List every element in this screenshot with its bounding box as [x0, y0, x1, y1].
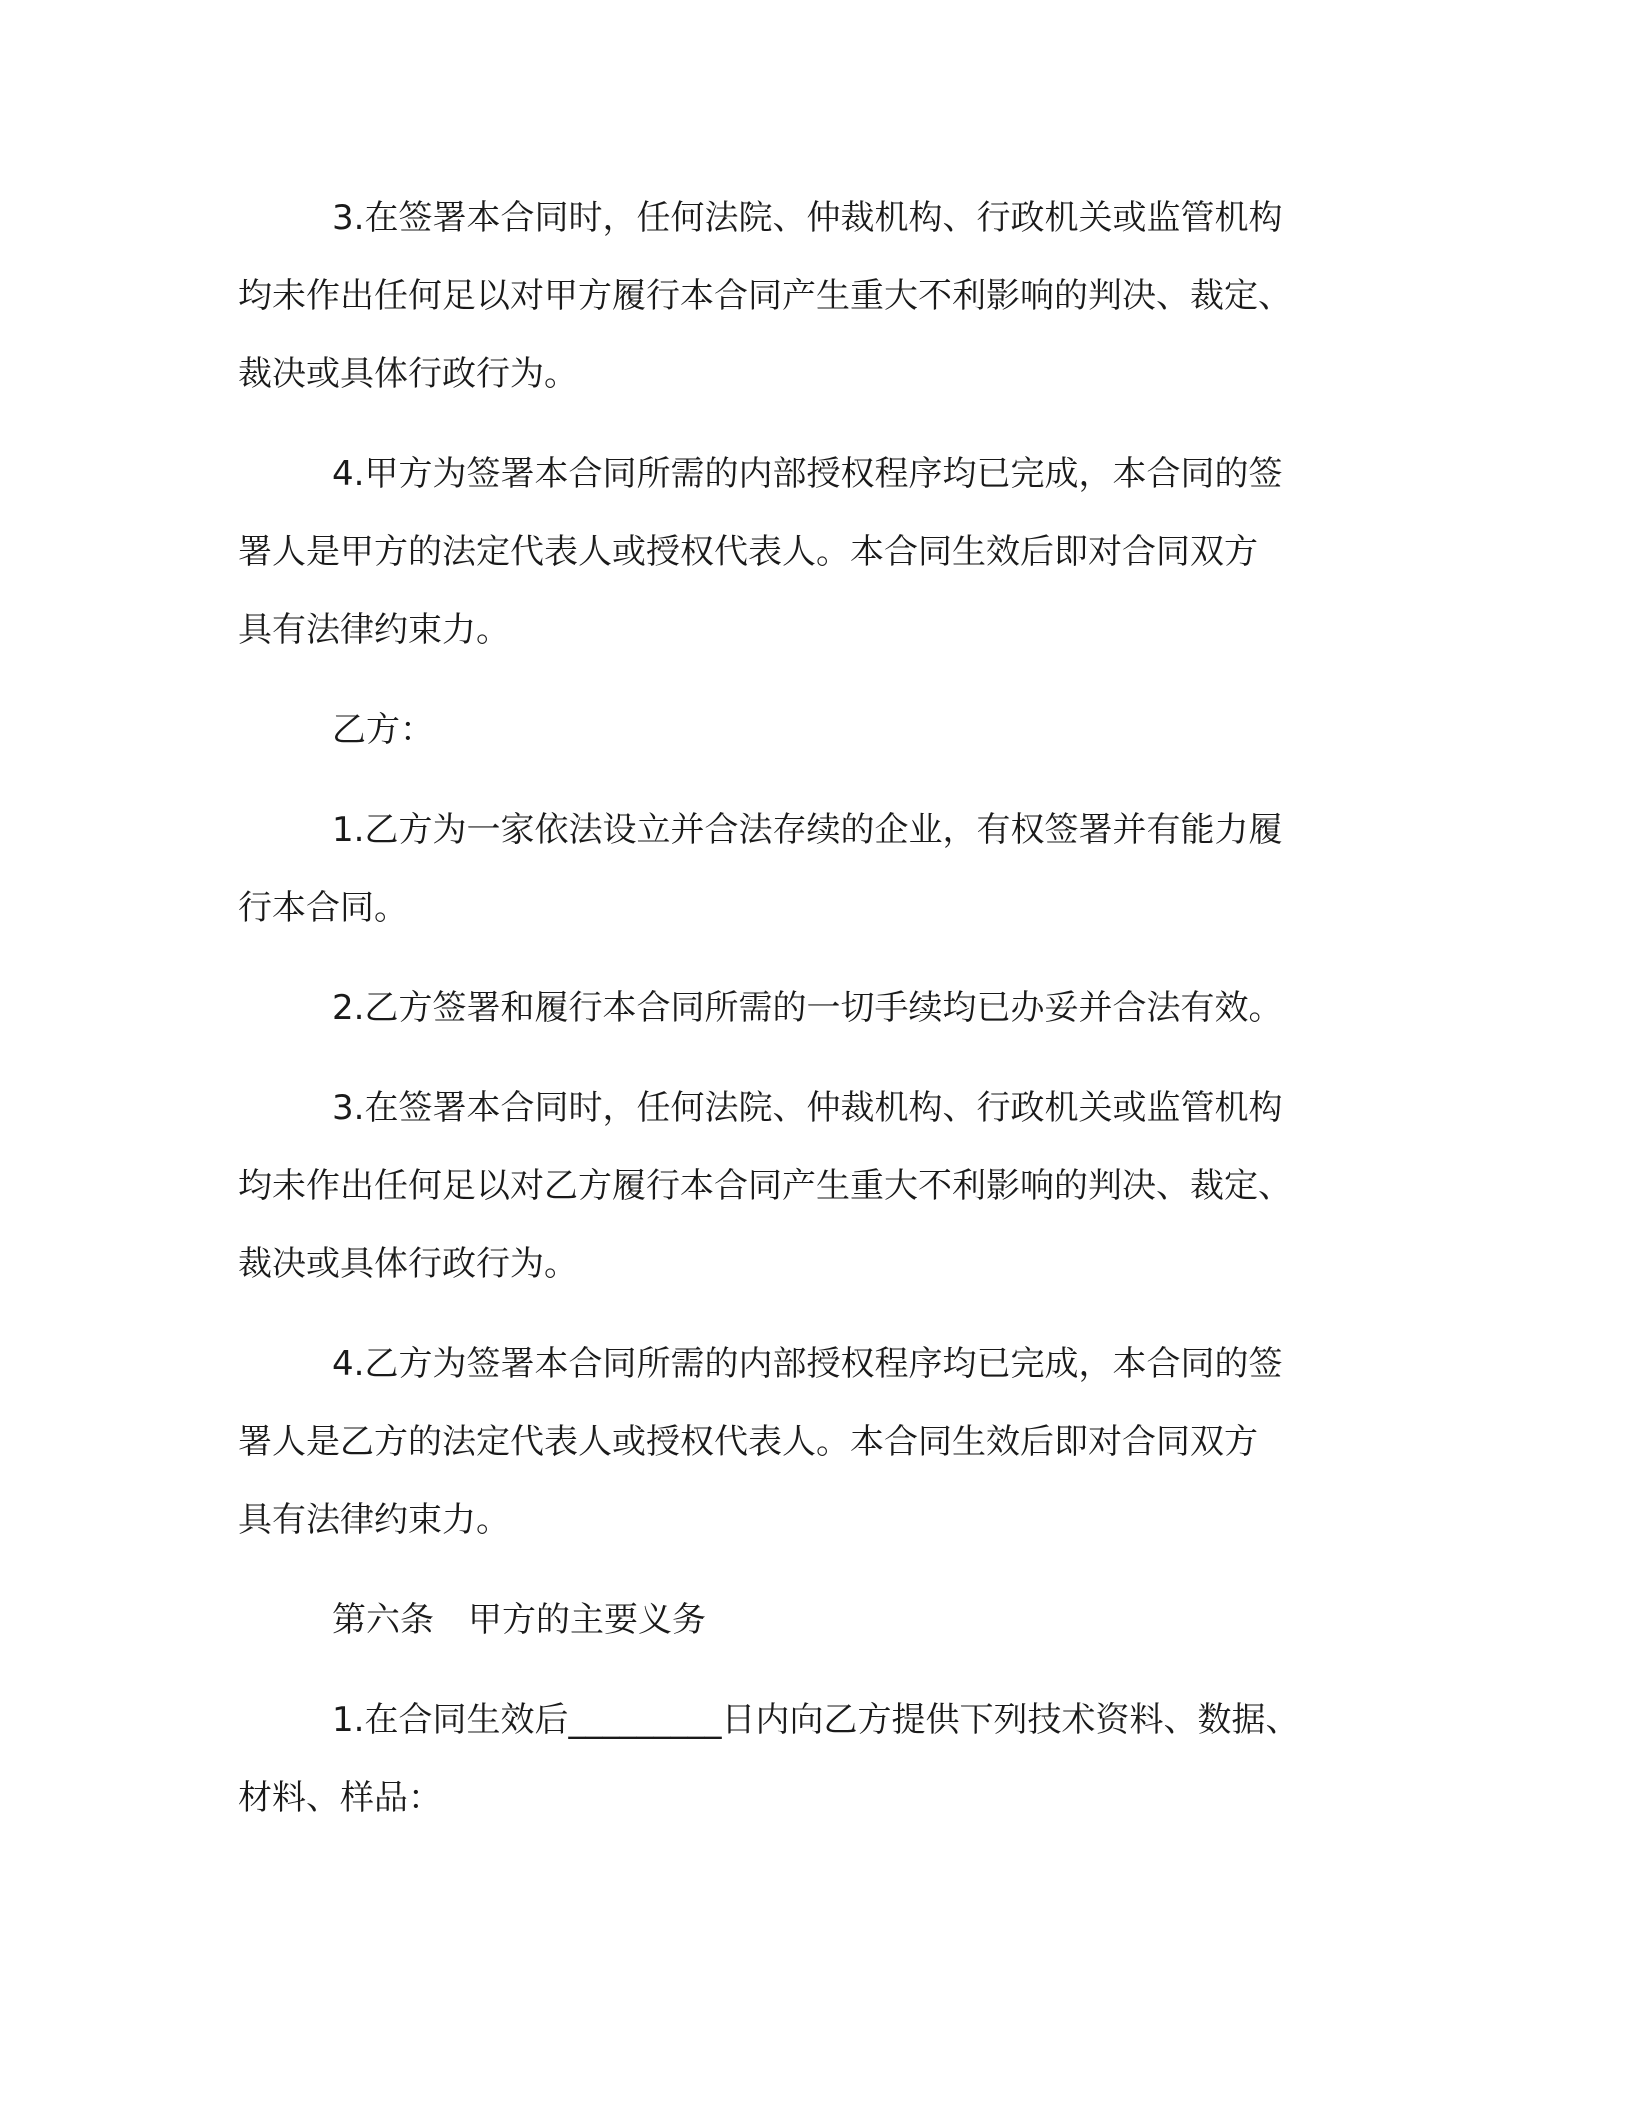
text-line: 4.乙方为签署本合同所需的内部授权程序均已完成，本合同的签 — [332, 1344, 1283, 1384]
text-line: 具有法律约束力。 — [238, 1500, 510, 1540]
text-line: 4.甲方为签署本合同所需的内部授权程序均已完成，本合同的签 — [332, 454, 1283, 494]
text-line: 裁决或具体行政行为。 — [238, 1244, 578, 1284]
text-line: 2.乙方签署和履行本合同所需的一切手续均已办妥并合法有效。 — [332, 988, 1283, 1028]
text-line: 裁决或具体行政行为。 — [238, 354, 578, 394]
text-line: 1.在合同生效后_________日内向乙方提供下列技术资料、数据、 — [332, 1700, 1300, 1740]
text-line: 3.在签署本合同时，任何法院、仲裁机构、行政机关或监管机构 — [332, 1088, 1283, 1128]
text-line: 材料、样品： — [238, 1778, 442, 1818]
text-line: 1.乙方为一家依法设立并合法存续的企业，有权签署并有能力履 — [332, 810, 1283, 850]
text-line: 行本合同。 — [238, 888, 408, 928]
text-line: 署人是甲方的法定代表人或授权代表人。本合同生效后即对合同双方 — [238, 532, 1258, 572]
text-line: 署人是乙方的法定代表人或授权代表人。本合同生效后即对合同双方 — [238, 1422, 1258, 1462]
text-line: 均未作出任何足以对乙方履行本合同产生重大不利影响的判决、裁定、 — [238, 1166, 1292, 1206]
text-line: 具有法律约束力。 — [238, 610, 510, 650]
text-line: 3.在签署本合同时，任何法院、仲裁机构、行政机关或监管机构 — [332, 198, 1283, 238]
text-line: 均未作出任何足以对甲方履行本合同产生重大不利影响的判决、裁定、 — [238, 276, 1292, 316]
text-line: 乙方： — [332, 710, 434, 750]
section-heading: 第六条 甲方的主要义务 — [332, 1600, 706, 1640]
